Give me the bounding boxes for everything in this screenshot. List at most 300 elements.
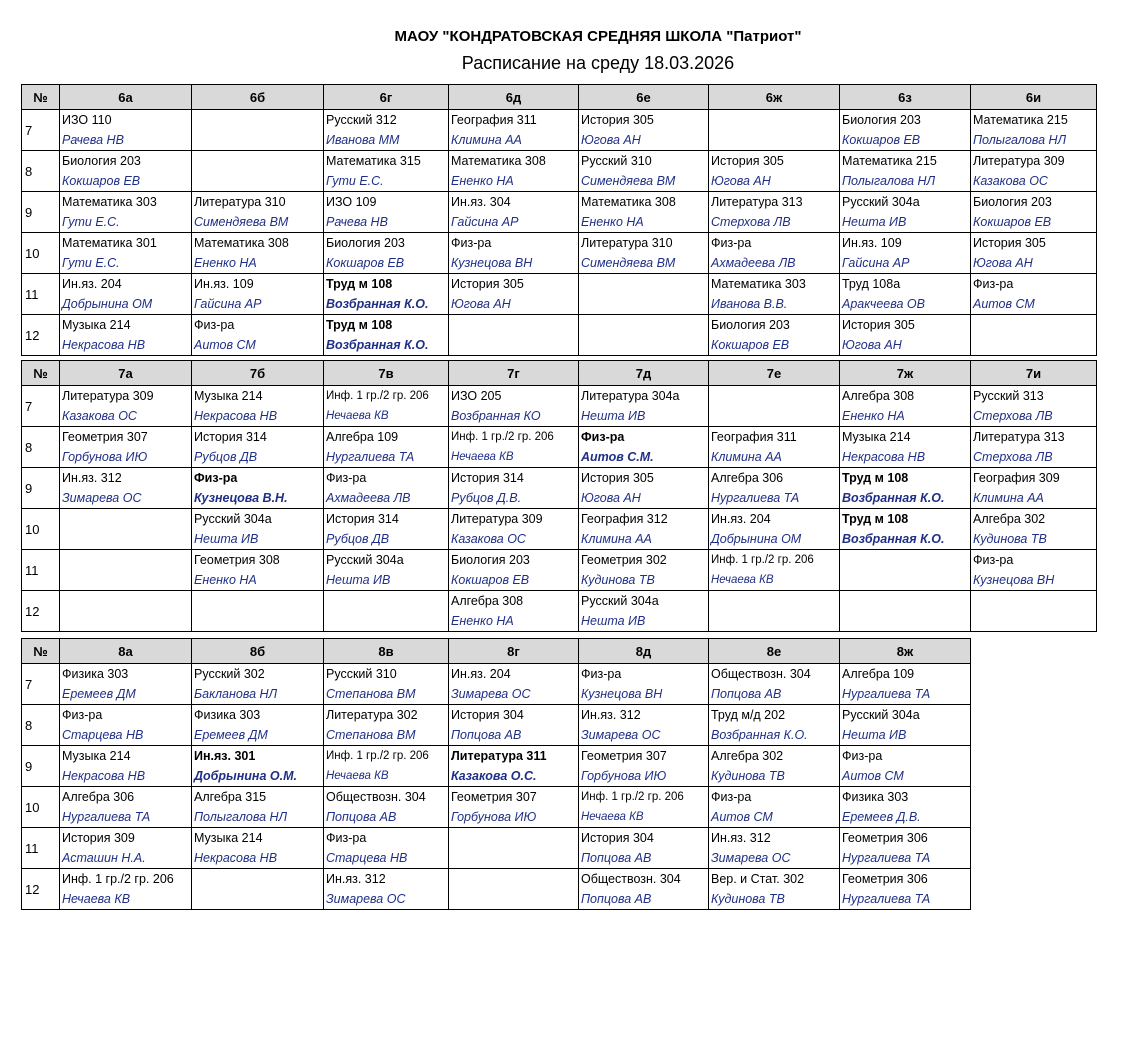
teacher-name: Кокшаров ЕВ [451,573,530,587]
lesson-cell [449,427,579,468]
teacher-name: Нечаева КВ [62,892,131,906]
teacher-name: Гути Е.С. [62,256,120,270]
lesson-row [22,151,1097,192]
lesson-cell [324,746,449,787]
teacher-name: Рачева НВ [62,133,124,147]
teacher-name: Кокшаров ЕВ [842,133,921,147]
teacher-name: Рачева НВ [326,215,388,229]
teacher-name: Казакова ОС [973,174,1048,188]
teacher-name: Попцова АВ [451,728,522,742]
subject-room: Музыка 214 [62,318,131,332]
teacher-name: Возбранная К.О. [326,297,429,311]
lesson-cell [709,787,840,828]
lesson-cell [579,274,709,315]
subject-room: Инф. 1 гр./2 гр. 206 [711,554,814,566]
teacher-name: Ахмадеева ЛВ [326,491,411,505]
lesson-cell [60,151,192,192]
teacher-name: Ененко НА [581,215,644,229]
class-header: 7е [709,361,840,386]
teacher-name: Югова АН [842,338,902,352]
subject-room: Алгебра 315 [194,790,267,804]
teacher-name: Некрасова НВ [842,450,926,464]
lesson-cell [709,550,840,591]
subject-room: Литература 304а [581,389,680,403]
subject-room: Алгебра 308 [451,594,524,608]
subject-room: Русский 304а [326,553,404,567]
lesson-cell [60,192,192,233]
lesson-cell [60,110,192,151]
teacher-name: Гайсина АР [451,215,519,229]
subject-room: Русский 310 [581,154,652,168]
teacher-name: Климина АА [973,491,1044,505]
lesson-cell [324,828,449,869]
teacher-name: Добрынина ОМ [711,532,802,546]
teacher-name: Ененко НА [451,174,514,188]
teacher-name: Иванова В.В. [711,297,788,311]
lesson-cell [709,705,840,746]
subject-room: Литература 313 [973,430,1065,444]
subject-room: Алгебра 302 [711,749,784,763]
lesson-cell [579,869,709,910]
teacher-name: Аракчеева ОВ [842,297,925,311]
lesson-number: 11 [22,550,60,591]
lesson-row [22,386,1097,427]
lesson-cell [60,746,192,787]
teacher-name: Казакова О.С. [451,769,537,783]
lesson-cell [971,509,1097,550]
lesson-cell [324,233,449,274]
teacher-name: Ененко НА [451,614,514,628]
subject-room: Русский 302 [194,667,265,681]
teacher-name: Нургалиева ТА [842,892,931,906]
subject-room: Русский 313 [973,389,1044,403]
lesson-number: 7 [22,664,60,705]
subject-room: Алгебра 109 [842,667,915,681]
teacher-name: Гути Е.С. [62,215,120,229]
lesson-cell [840,233,971,274]
teacher-name: Еремеев ДМ [194,728,268,742]
subject-room: Математика 215 [973,113,1068,127]
teacher-name: Югова АН [581,491,641,505]
lesson-cell [192,787,324,828]
teacher-name: Полыгалова НЛ [973,133,1067,147]
teacher-name: Нургалиева ТА [62,810,151,824]
subject-room: Биология 203 [62,154,141,168]
lesson-cell [709,315,840,356]
lesson-cell [709,591,840,632]
class-header: 7и [971,361,1097,386]
teacher-name: Кузнецова ВН [451,256,533,270]
subject-room: История 305 [973,236,1046,250]
lesson-cell [192,869,324,910]
lesson-cell [709,427,840,468]
lesson-cell [579,468,709,509]
class-header: 6ж [709,85,840,110]
lesson-cell [840,746,971,787]
lesson-cell [579,828,709,869]
teacher-name: Кокшаров ЕВ [711,338,790,352]
teacher-name: Нечаева КВ [711,574,774,586]
teacher-name: Еремеев ДМ [62,687,136,701]
lesson-cell [579,192,709,233]
teacher-name: Гайсина АР [194,297,262,311]
subject-room: Русский 304а [194,512,272,526]
lesson-cell [324,468,449,509]
lesson-cell [971,274,1097,315]
teacher-name: Стерхова ЛВ [711,215,791,229]
class-header: 8е [709,639,840,664]
lesson-cell [192,386,324,427]
lesson-cell [840,664,971,705]
subject-room: География 311 [451,113,537,127]
teacher-name: Нечаева КВ [326,410,389,422]
class-header: 7в [324,361,449,386]
class-header: 8б [192,639,324,664]
lesson-cell [60,315,192,356]
subject-room: Обществозн. 304 [581,872,681,886]
lesson-number: 7 [22,386,60,427]
lesson-row [22,746,971,787]
teacher-name: Симендяева ВМ [581,256,676,270]
subject-room: Физика 303 [62,667,129,681]
teacher-name: Полыгалова НЛ [194,810,288,824]
teacher-name: Старцева НВ [62,728,144,742]
lesson-cell [971,591,1097,632]
lesson-cell [971,427,1097,468]
lesson-number: 11 [22,274,60,315]
subject-room: Математика 308 [194,236,289,250]
teacher-name: Кудинова ТВ [711,769,785,783]
teacher-name: Казакова ОС [62,409,137,423]
subject-room: Музыка 214 [194,389,263,403]
teacher-name: Нешта ИВ [842,215,907,229]
subject-room: Литература 302 [326,708,418,722]
teacher-name: Старцева НВ [326,851,408,865]
subject-room: Обществозн. 304 [711,667,811,681]
lesson-cell [971,550,1097,591]
subject-room: Литература 309 [973,154,1065,168]
subject-room: Ин.яз. 204 [62,277,122,291]
lesson-cell [324,274,449,315]
lesson-number: 11 [22,828,60,869]
lesson-cell [709,151,840,192]
lesson-row [22,315,1097,356]
lesson-cell [60,664,192,705]
subject-room: Биология 203 [973,195,1052,209]
lesson-cell [840,110,971,151]
school-name: МАОУ "КОНДРАТОВСКАЯ СРЕДНЯЯ ШКОЛА "Патриот" [394,28,802,45]
subject-room: Математика 303 [62,195,157,209]
lesson-cell [449,468,579,509]
teacher-name: Степанова ВМ [326,728,416,742]
lesson-row [22,705,971,746]
lesson-cell [840,468,971,509]
teacher-name: Некрасова НВ [194,409,278,423]
subject-room: Математика 308 [581,195,676,209]
teacher-name: Степанова ВМ [326,687,416,701]
lesson-cell [449,509,579,550]
subject-room: Литература 310 [194,195,286,209]
lesson-row [22,828,971,869]
subject-room: Алгебра 306 [711,471,784,485]
teacher-name: Бакланова НЛ [194,687,278,701]
subject-room: Биология 203 [711,318,790,332]
teacher-name: Кудинова ТВ [581,573,655,587]
teacher-name: Рубцов Д.В. [451,491,522,505]
teacher-name: Некрасова НВ [62,769,146,783]
subject-room: Ин.яз. 301 [194,749,256,763]
lesson-cell [709,274,840,315]
lesson-cell [60,274,192,315]
lesson-cell [60,233,192,274]
lesson-cell [192,427,324,468]
teacher-name: Симендяева ВМ [581,174,676,188]
lesson-cell [324,591,449,632]
class-header: 6е [579,85,709,110]
lesson-cell [840,315,971,356]
lesson-cell [192,315,324,356]
teacher-name: Югова АН [711,174,771,188]
lesson-cell [192,550,324,591]
subject-room: Инф. 1 гр./2 гр. 206 [326,750,429,762]
class-header: 8а [60,639,192,664]
teacher-name: Кокшаров ЕВ [62,174,141,188]
class-header: 6д [449,85,579,110]
teacher-name: Кокшаров ЕВ [326,256,405,270]
teacher-name: Ененко НА [194,256,257,270]
subject-room: Ин.яз. 204 [451,667,511,681]
lesson-cell [60,787,192,828]
teacher-name: Нешта ИВ [581,409,646,423]
class-header: 8ж [840,639,971,664]
subject-room: География 309 [973,471,1060,485]
subject-room: Физ-ра [194,471,238,485]
lesson-cell [709,746,840,787]
subject-room: Физ-ра [326,471,367,485]
subject-room: Физ-ра [842,749,883,763]
lesson-number-header: № [22,85,60,110]
subject-room: Русский 304а [842,708,920,722]
subject-room: Физ-ра [711,790,752,804]
teacher-name: Некрасова НВ [62,338,146,352]
class-header: 6з [840,85,971,110]
teacher-name: Стерхова ЛВ [973,409,1053,423]
teacher-name: Попцова АВ [581,892,652,906]
teacher-name: Полыгалова НЛ [842,174,936,188]
lesson-cell [579,550,709,591]
subject-room: Литература 313 [711,195,803,209]
lesson-cell [449,110,579,151]
subject-room: Физ-ра [581,430,625,444]
schedule-table-grade-6 [21,84,1097,356]
lesson-cell [840,386,971,427]
teacher-name: Нешта ИВ [326,573,391,587]
subject-room: Ин.яз. 109 [194,277,254,291]
teacher-name: Попцова АВ [581,851,652,865]
teacher-name: Горбунова ИЮ [451,810,537,824]
teacher-name: Ахмадеева ЛВ [711,256,796,270]
header-row [22,361,1097,386]
class-header: 7г [449,361,579,386]
lesson-cell [579,787,709,828]
lesson-number: 8 [22,427,60,468]
lesson-cell [840,427,971,468]
teacher-name: Климина АА [581,532,652,546]
lesson-cell [840,151,971,192]
teacher-name: Возбранная К.О. [842,491,945,505]
class-header: 6а [60,85,192,110]
subject-room: Инф. 1 гр./2 гр. 206 [581,791,684,803]
lesson-row [22,192,1097,233]
lesson-cell [840,787,971,828]
teacher-name: Добрынина ОМ [62,297,153,311]
subject-room: Геометрия 307 [581,749,667,763]
subject-room: История 314 [451,471,524,485]
class-header: 8в [324,639,449,664]
subject-room: Труд 108а [842,277,901,291]
subject-room: Геометрия 306 [842,872,928,886]
lesson-number: 10 [22,233,60,274]
subject-room: Труд м 108 [326,277,393,291]
teacher-name: Югова АН [581,133,641,147]
subject-room: История 314 [326,512,399,526]
subject-room: Литература 310 [581,236,673,250]
lesson-row [22,233,1097,274]
lesson-cell [449,233,579,274]
subject-room: Геометрия 307 [451,790,537,804]
teacher-name: Кузнецова ВН [581,687,663,701]
lesson-cell [324,192,449,233]
subject-room: Алгебра 308 [842,389,915,403]
subject-room: Физ-ра [451,236,492,250]
lesson-cell [840,705,971,746]
teacher-name: Еремеев Д.В. [842,810,921,824]
lesson-number: 9 [22,192,60,233]
lesson-cell [579,664,709,705]
lesson-cell [579,746,709,787]
lesson-cell [60,591,192,632]
teacher-name: Рубцов ДВ [326,532,390,546]
subject-room: Труд м 108 [326,318,393,332]
subject-room: География 312 [581,512,668,526]
subject-room: Русский 312 [326,113,397,127]
teacher-name: Иванова ММ [326,133,400,147]
lesson-cell [449,869,579,910]
subject-room: Математика 308 [451,154,546,168]
subject-room: Физ-ра [973,277,1014,291]
teacher-name: Аитов С.М. [581,450,654,464]
lesson-row [22,509,1097,550]
lesson-cell [449,386,579,427]
class-header: 8г [449,639,579,664]
teacher-name: Зимарева ОС [62,491,142,505]
teacher-name: Возбранная К.О. [842,532,945,546]
subject-room: Геометрия 306 [842,831,928,845]
teacher-name: Аитов СМ [194,338,256,352]
class-header: 7б [192,361,324,386]
teacher-name: Асташин Н.А. [62,851,146,865]
lesson-cell [579,591,709,632]
teacher-name: Гайсина АР [842,256,910,270]
lesson-cell [579,151,709,192]
lesson-cell [324,386,449,427]
lesson-number-header: № [22,639,60,664]
lesson-number: 7 [22,110,60,151]
lesson-cell [579,233,709,274]
lesson-row [22,110,1097,151]
subject-room: Математика 301 [62,236,157,250]
lesson-cell [60,427,192,468]
subject-room: Инф. 1 гр./2 гр. 206 [451,431,554,443]
lesson-number: 9 [22,746,60,787]
teacher-name: Горбунова ИЮ [581,769,667,783]
lesson-cell [324,427,449,468]
header-row [22,639,971,664]
teacher-name: Зимарева ОС [711,851,791,865]
teacher-name: Нечаева КВ [326,770,389,782]
lesson-row [22,787,971,828]
subject-room: Математика 215 [842,154,937,168]
teacher-name: Нечаева КВ [581,811,644,823]
subject-room: Вер. и Стат. 302 [711,872,805,886]
lesson-cell [579,705,709,746]
teacher-name: Казакова ОС [451,532,526,546]
teacher-name: Нургалиева ТА [842,687,931,701]
subject-room: История 305 [451,277,524,291]
subject-room: Физ-ра [194,318,235,332]
lesson-cell [840,192,971,233]
subject-room: Геометрия 308 [194,553,280,567]
subject-room: Музыка 214 [62,749,131,763]
lesson-row [22,274,1097,315]
lesson-cell [449,746,579,787]
lesson-cell [449,591,579,632]
lesson-number: 12 [22,315,60,356]
subject-room: Геометрия 302 [581,553,667,567]
class-header: 6б [192,85,324,110]
teacher-name: Климина АА [711,450,782,464]
lesson-cell [971,386,1097,427]
lesson-cell [192,746,324,787]
lesson-cell [60,550,192,591]
class-header: 8д [579,639,709,664]
teacher-name: Нургалиева ТА [842,851,931,865]
teacher-name: Возбранная КО [451,409,541,423]
teacher-name: Климина АА [451,133,522,147]
teacher-name: Возбранная К.О. [711,728,808,742]
teacher-name: Ененко НА [194,573,257,587]
lesson-row [22,550,1097,591]
lesson-cell [60,468,192,509]
teacher-name: Попцова АВ [711,687,782,701]
lesson-cell [971,110,1097,151]
teacher-name: Гути Е.С. [326,174,384,188]
teacher-name: Стерхова ЛВ [973,450,1053,464]
subject-room: Биология 203 [842,113,921,127]
teacher-name: Ененко НА [842,409,905,423]
teacher-name: Кузнецова В.Н. [194,491,288,505]
lesson-cell [709,110,840,151]
subject-room: Русский 304а [842,195,920,209]
subject-room: Инф. 1 гр./2 гр. 206 [62,872,174,886]
lesson-cell [709,192,840,233]
subject-room: Труд м/д 202 [711,708,786,722]
subject-room: История 309 [62,831,135,845]
subject-room: Литература 311 [451,749,547,763]
subject-room: Ин.яз. 304 [451,195,511,209]
teacher-name: Аитов СМ [711,810,773,824]
teacher-name: Нечаева КВ [451,451,514,463]
